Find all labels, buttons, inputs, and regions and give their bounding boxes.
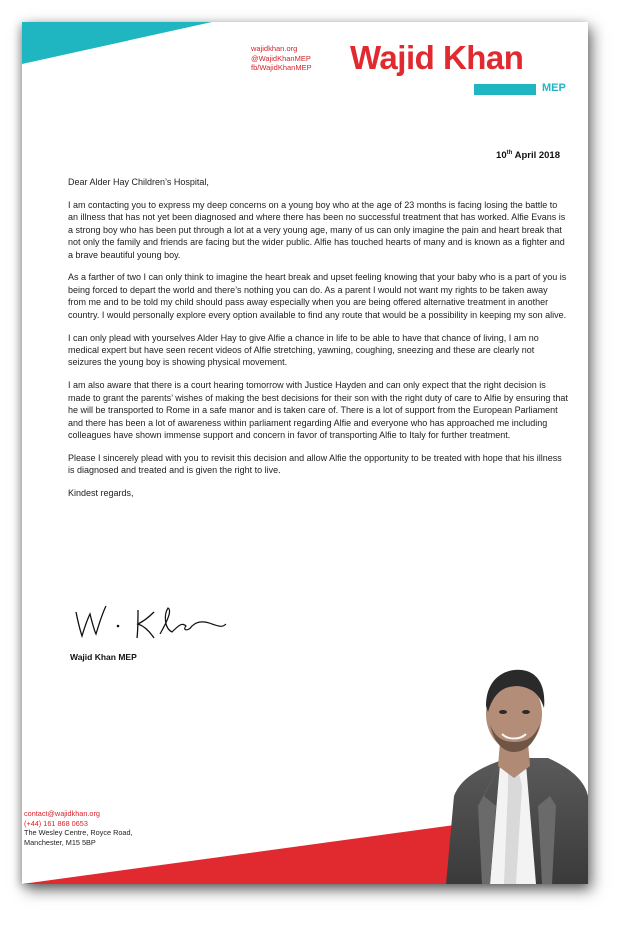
- facebook-handle: fb/WajidKhanMEP: [251, 63, 312, 72]
- footer-phone: (+44) 161 868 0653: [24, 818, 88, 828]
- portrait-photo: [438, 646, 588, 884]
- letter-body: [68, 176, 568, 510]
- letter-page: [22, 22, 588, 884]
- twitter-handle: @WajidKhanMEP: [251, 53, 311, 63]
- paragraph: I can only plead with yourselves Alder Hay to give Alfie a chance in life to be able to have that chance of living, I am no medical expert but have seen recent videos of Alfie stretching, yawning, coughing, sneezing and these are clearly not seizures the young boy is showing physical movement.: [68, 332, 539, 368]
- website-text: wajidkhan.org: [251, 44, 298, 53]
- footer-email: contact@wajidkhan.org: [24, 809, 100, 818]
- signer-name: Wajid Khan MEP: [70, 652, 137, 662]
- teal-corner-shape: [22, 22, 212, 64]
- red-corner-shape: [22, 824, 462, 884]
- footer-address-line2: Manchester, M15 5BP: [24, 837, 96, 847]
- paragraph: I am also aware that there is a court hearing tomorrow with Justice Hayden and can only expect that the right decision is made to grant the parents’ wishes of making the best decisions for their son with the right duty of care to Alfie by ensuring that he will be transported to Rome in a safe manor and is taken care of. There is a lot of support from the European Parliament and there has been a lot of awareness within parliament regarding Alfie and everyone who has approached me including colleagues have shown immense support and concern in favor of transporting Alfie to Italy for further treatment.: [68, 380, 568, 440]
- paragraph: Please I sincerely plead with you to revisit this decision and allow Alfie the opportunity to be treated with hope that his illness is diagnosed and treated and is given the right to live.: [68, 452, 562, 476]
- paragraph: I am contacting you to express my deep concerns on a young boy who at the age of 23 months is facing losing the battle to an illness that has not yet been diagnosed and where there has been no successful treatment that has worked. Alfie Evans is a strong boy who has been put through a lot at a very young age, many of us can only imagine the pain and heart break that not only the family and friends are facing but the wider public. Alfie has touched hearts of many and is known as a fighter and a brave beautiful young boy.: [68, 199, 566, 260]
- header-contacts: [251, 44, 312, 73]
- salutation: Dear Alder Hay Children’s Hospital,: [68, 177, 209, 187]
- logo-bar: [474, 84, 536, 95]
- closing: Kindest regards,: [68, 488, 134, 499]
- logo-name: Wajid Khan: [350, 39, 524, 76]
- handwritten-signature: [72, 600, 232, 649]
- letter-date: 10th April 2018: [496, 150, 560, 162]
- logo-mep: MEP: [542, 82, 566, 94]
- footer-address-line1: The Wesley Centre, Royce Road,: [24, 828, 133, 837]
- paragraph: As a farther of two I can only think to imagine the heart break and upset feeling knowing that your baby who is a part of you is being forced to depart the world and there’s nothing you can do. As a parent I would not want my rights to be taken away from me and to be told my child should pass away especially when you are being offered alternative treatment in another country. I would personally explore every option available to find any route that would be a possibility in keeping my son alive.: [68, 272, 567, 320]
